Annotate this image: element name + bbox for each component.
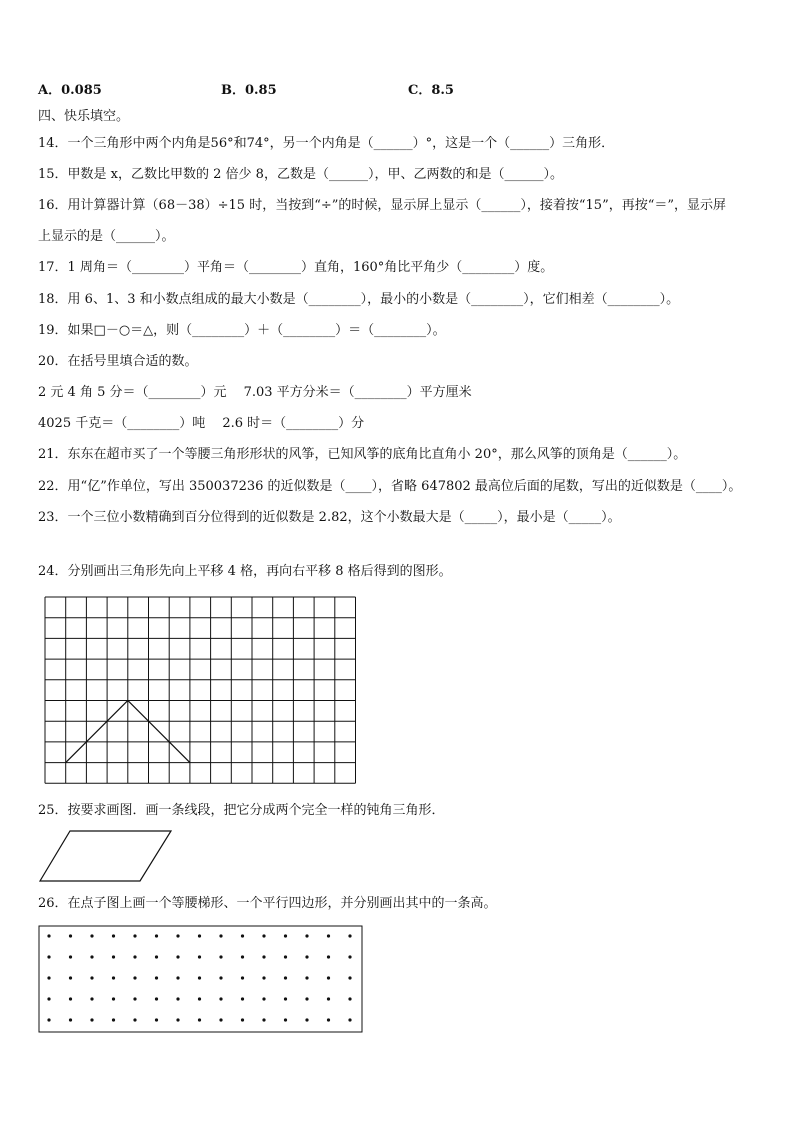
grid-dot (112, 934, 115, 937)
grid-dot (176, 976, 179, 979)
grid-dot (305, 934, 308, 937)
choice-a: A．0.085 (38, 83, 102, 98)
grid-dot (198, 1018, 201, 1021)
choice-c: C．8.5 (408, 83, 454, 98)
question-18: 18．用 6、1、3 和小数点组成的最大小数是（________），最小的小数是（________），它们相差（________）。 (38, 292, 680, 307)
grid-dot (348, 1018, 351, 1021)
grid-dot (327, 934, 330, 937)
question-15: 15．甲数是 x，乙数比甲数的 2 倍少 8，乙数是（______），甲、乙两数的和是（______）。 (38, 167, 563, 182)
grid-dot (176, 934, 179, 937)
grid-dot (305, 955, 308, 958)
grid-dot (69, 955, 72, 958)
grid-dot (69, 997, 72, 1000)
dot-grid (38, 925, 364, 1035)
grid-dot (284, 955, 287, 958)
grid-dot (198, 976, 201, 979)
grid-dot (90, 955, 93, 958)
grid-dot (90, 1018, 93, 1021)
grid-dot (348, 955, 351, 958)
grid-dot (155, 997, 158, 1000)
grid-dot (348, 997, 351, 1000)
grid-dot (219, 1018, 222, 1021)
grid-dot (241, 1018, 244, 1021)
grid-dot (112, 976, 115, 979)
grid-dot (47, 997, 50, 1000)
grid-dot (305, 976, 308, 979)
grid-dot (305, 997, 308, 1000)
grid-dot (241, 934, 244, 937)
grid-dot (284, 1018, 287, 1021)
grid-dot (155, 934, 158, 937)
grid-dot (241, 955, 244, 958)
grid-dot (327, 1018, 330, 1021)
question-26: 26．在点子图上画一个等腰梯形、一个平行四边形，并分别画出其中的一条高。 (38, 896, 497, 911)
question-16-line-2: 上显示的是（______）。 (38, 229, 175, 244)
grid-dot (69, 1018, 72, 1021)
grid-dot (262, 1018, 265, 1021)
grid-dot (112, 997, 115, 1000)
grid-dot (198, 997, 201, 1000)
grid-dot (262, 997, 265, 1000)
grid-dot (219, 934, 222, 937)
choice-b: B．0.85 (221, 83, 277, 98)
grid-dot (198, 955, 201, 958)
grid-dot (133, 1018, 136, 1021)
grid-dot (219, 955, 222, 958)
grid-dot (198, 934, 201, 937)
grid-dot (241, 976, 244, 979)
parallelogram-figure (38, 828, 174, 884)
grid-dot (155, 976, 158, 979)
question-20-part-a: 2 元 4 角 5 分＝（________）元 7.03 平方分米＝（________）平方厘米 (38, 385, 472, 400)
grid-dot (284, 934, 287, 937)
grid-dot (176, 955, 179, 958)
question-17: 17．1 周角＝（________）平角＝（________）直角，160°角比平角少（________）度。 (38, 260, 554, 275)
question-14: 14．一个三角形中两个内角是56°和74°，另一个内角是（______）°，这是一个（______）三角形． (38, 136, 615, 151)
grid-dot (47, 934, 50, 937)
grid-dot (112, 955, 115, 958)
grid-dot (90, 997, 93, 1000)
grid-dot (155, 955, 158, 958)
parallelogram (40, 831, 171, 881)
grid-dot (133, 934, 136, 937)
grid-dot (47, 955, 50, 958)
grid-dot (155, 1018, 158, 1021)
grid-dot (262, 934, 265, 937)
grid-dot (69, 934, 72, 937)
grid-dot (176, 997, 179, 1000)
grid-dot (262, 976, 265, 979)
question-25: 25．按要求画图．画一条线段，把它分成两个完全一样的钝角三角形． (38, 803, 445, 818)
grid-dot (47, 1018, 50, 1021)
question-23: 23．一个三位小数精确到百分位得到的近似数是 2.82，这个小数最大是（_____），最小是（_____）。 (38, 510, 621, 525)
grid-dot (112, 1018, 115, 1021)
grid-dot (47, 976, 50, 979)
grid-dot (348, 976, 351, 979)
question-24: 24．分别画出三角形先向上平移 4 格，再向右平移 8 格后得到的图形。 (38, 564, 452, 579)
grid-dot (262, 955, 265, 958)
grid-dot (327, 955, 330, 958)
question-20-part-b: 4025 千克＝（________）吨 2.6 时＝（________）分 (38, 416, 365, 431)
grid-dot (133, 976, 136, 979)
section-4-heading: 四、快乐填空。 (38, 109, 130, 124)
grid-dot (348, 934, 351, 937)
grid-dot (305, 1018, 308, 1021)
grid-dot (90, 976, 93, 979)
grid-dot (284, 976, 287, 979)
translation-grid (44, 596, 356, 784)
grid-dot (284, 997, 287, 1000)
grid-dot (219, 976, 222, 979)
grid-dot (219, 997, 222, 1000)
grid-dot (69, 976, 72, 979)
grid-dot (327, 976, 330, 979)
grid-dot (133, 997, 136, 1000)
grid-dot (327, 997, 330, 1000)
question-19: 19．如果□－○＝△，则（________）＋（________）＝（________）。 (38, 323, 446, 338)
question-16-line-1: 16．用计算器计算（68－38）÷15 时，当按到“÷”的时候，显示屏上显示（______），接着按“15”，再按“＝”，显示屏 (38, 198, 727, 213)
grid-dot (133, 955, 136, 958)
question-22: 22．用“亿”作单位，写出 350037236 的近似数是（____），省略 647802 最高位后面的尾数，写出的近似数是（____）。 (38, 479, 742, 494)
question-21: 21．东东在超市买了一个等腰三角形形状的风筝，已知风筝的底角比直角小 20°，那么风筝的顶角是（______）。 (38, 447, 687, 462)
grid-dot (241, 997, 244, 1000)
grid-dot (176, 1018, 179, 1021)
grid-dot (90, 934, 93, 937)
question-20: 20．在括号里填合适的数。 (38, 354, 198, 369)
